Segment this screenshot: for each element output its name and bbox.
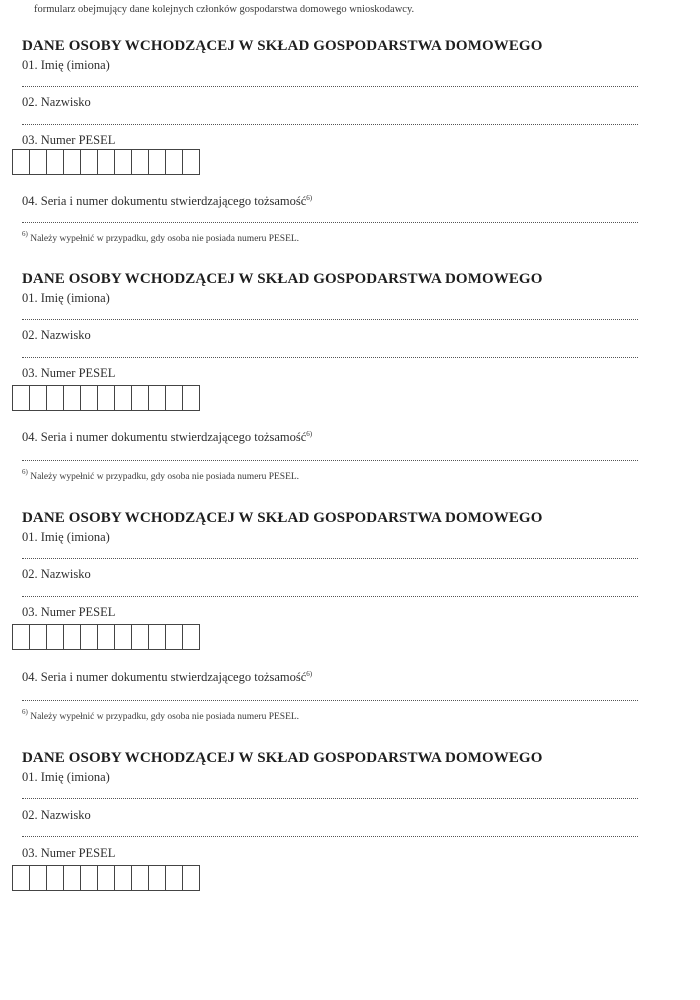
pesel-digit-box[interactable] [114,865,131,891]
pesel-digit-box[interactable] [114,624,131,650]
pesel-digit-box[interactable] [46,149,63,175]
pesel-label: 03. Numer PESEL [22,846,116,860]
first-name-label: 01. Imię (imiona) [22,530,110,544]
pesel-digit-box[interactable] [165,385,182,411]
id-document-field[interactable] [22,700,638,701]
pesel-digit-box[interactable] [131,385,148,411]
pesel-input[interactable] [12,865,200,891]
pesel-digit-box[interactable] [63,149,80,175]
pesel-digit-box[interactable] [182,385,200,411]
last-name-field[interactable] [22,836,638,837]
footnote-ref: 6) [306,430,313,438]
pesel-digit-box[interactable] [12,149,29,175]
pesel-digit-box[interactable] [63,385,80,411]
pesel-digit-box[interactable] [80,624,97,650]
last-name-label: 02. Nazwisko [22,328,91,342]
id-document-label: 04. Seria i numer dokumentu stwierdzającego tożsamość$^{6)}$ [22,194,313,208]
pesel-label: 03. Numer PESEL [22,133,116,147]
pesel-label: 03. Numer PESEL [22,366,116,380]
pesel-digit-box[interactable] [114,385,131,411]
footnote-ref: 6) [306,194,313,202]
first-name-field[interactable] [22,319,638,320]
pesel-digit-box[interactable] [97,624,114,650]
pesel-digit-box[interactable] [80,149,97,175]
id-document-label: 04. Seria i numer dokumentu stwierdzającego tożsamość$^{6)}$ [22,670,313,684]
footnote-note: $^{6)}$ Należy wypełnić w przypadku, gdy osoba nie posiada numeru PESEL. [22,468,300,482]
section-title: DANE OSOBY WCHODZĄCEJ W SKŁAD GOSPODARSTWA DOMOWEGO [22,271,543,287]
footnote-note: $^{6)}$ Należy wypełnić w przypadku, gdy osoba nie posiada numeru PESEL. [22,708,300,722]
pesel-digit-box[interactable] [182,624,200,650]
pesel-digit-box[interactable] [46,385,63,411]
pesel-digit-box[interactable] [182,149,200,175]
pesel-digit-box[interactable] [12,865,29,891]
first-name-label: 01. Imię (imiona) [22,58,110,72]
pesel-digit-box[interactable] [80,385,97,411]
last-name-field[interactable] [22,124,638,125]
last-name-field[interactable] [22,357,638,358]
pesel-digit-box[interactable] [131,865,148,891]
section-title: DANE OSOBY WCHODZĄCEJ W SKŁAD GOSPODARSTWA DOMOWEGO [22,38,543,54]
pesel-digit-box[interactable] [46,865,63,891]
pesel-digit-box[interactable] [63,624,80,650]
pesel-input[interactable] [12,149,200,175]
footnote-note: $^{6)}$ Należy wypełnić w przypadku, gdy osoba nie posiada numeru PESEL. [22,230,300,244]
id-document-field[interactable] [22,460,638,461]
pesel-digit-box[interactable] [148,624,165,650]
first-name-label: 01. Imię (imiona) [22,770,110,784]
pesel-label: 03. Numer PESEL [22,605,116,619]
pesel-digit-box[interactable] [63,865,80,891]
last-name-label: 02. Nazwisko [22,808,91,822]
pesel-digit-box[interactable] [29,865,46,891]
pesel-digit-box[interactable] [148,149,165,175]
first-name-label: 01. Imię (imiona) [22,291,110,305]
last-name-label: 02. Nazwisko [22,567,91,581]
pesel-input[interactable] [12,385,200,411]
id-document-label: 04. Seria i numer dokumentu stwierdzającego tożsamość$^{6)}$ [22,430,313,444]
pesel-input[interactable] [12,624,200,650]
pesel-digit-box[interactable] [12,385,29,411]
pesel-digit-box[interactable] [131,149,148,175]
first-name-field[interactable] [22,86,638,87]
pesel-digit-box[interactable] [29,624,46,650]
pesel-digit-box[interactable] [46,624,63,650]
pesel-digit-box[interactable] [165,865,182,891]
last-name-label: 02. Nazwisko [22,95,91,109]
pesel-digit-box[interactable] [97,865,114,891]
pesel-digit-box[interactable] [29,149,46,175]
intro-text: formularz obejmujący dane kolejnych członków gospodarstwa domowego wnioskodawcy. [34,4,415,15]
pesel-digit-box[interactable] [182,865,200,891]
first-name-field[interactable] [22,798,638,799]
pesel-digit-box[interactable] [131,624,148,650]
pesel-digit-box[interactable] [97,149,114,175]
pesel-digit-box[interactable] [165,624,182,650]
pesel-digit-box[interactable] [148,865,165,891]
section-title: DANE OSOBY WCHODZĄCEJ W SKŁAD GOSPODARSTWA DOMOWEGO [22,510,543,526]
section-title: DANE OSOBY WCHODZĄCEJ W SKŁAD GOSPODARSTWA DOMOWEGO [22,750,543,766]
pesel-digit-box[interactable] [114,149,131,175]
pesel-digit-box[interactable] [29,385,46,411]
last-name-field[interactable] [22,596,638,597]
pesel-digit-box[interactable] [80,865,97,891]
footnote-ref: 6) [306,670,313,678]
pesel-digit-box[interactable] [97,385,114,411]
pesel-digit-box[interactable] [148,385,165,411]
pesel-digit-box[interactable] [165,149,182,175]
first-name-field[interactable] [22,558,638,559]
id-document-field[interactable] [22,222,638,223]
pesel-digit-box[interactable] [12,624,29,650]
